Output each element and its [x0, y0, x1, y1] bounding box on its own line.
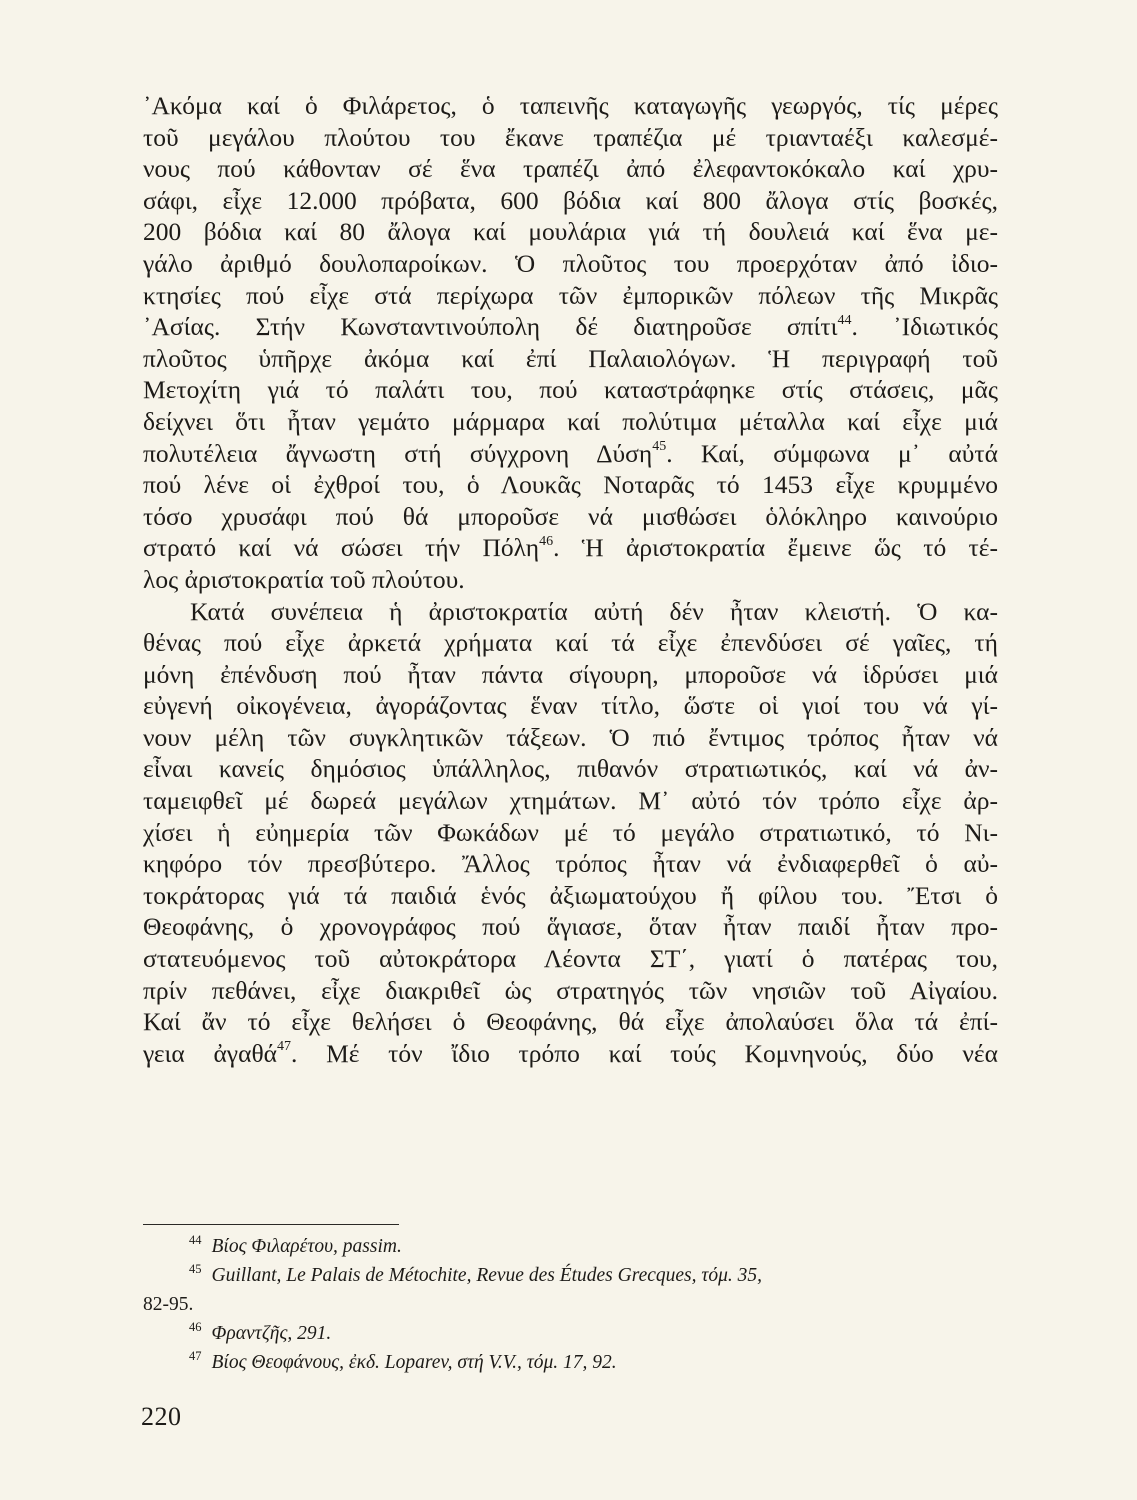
page-number: 220 [141, 1402, 182, 1431]
text-line [143, 753, 998, 785]
line-text: πρίν πεθάνει, εἶχε διακριθεῖ ὡς στρατηγός τῶν νησιῶν τοῦ Αἰγαίου. [143, 975, 998, 1005]
line-text-after: . Μέ τόν ἴδιο τρόπο καί τούς Κομνηνούς, δύο νέα [291, 1038, 998, 1068]
line-text: στρατό καί νά σώσει τήν Πόλη [143, 533, 540, 563]
text-line [143, 880, 998, 912]
text-line [143, 532, 998, 564]
text-line [143, 438, 998, 470]
footnote-continuation: 82-95. [143, 1294, 194, 1315]
footnote-text: Βίος Θεοφάνους, ἐκδ. Loparev, στή V.V., τόμ. 17, 92. [211, 1352, 617, 1373]
text-line [143, 216, 998, 248]
text-line [143, 659, 998, 691]
text-line [143, 722, 998, 754]
footnote-reference: 47 [277, 1039, 292, 1055]
footnote-text: Βίος Φιλαρέτου, passim. [211, 1236, 402, 1257]
footnote-text: Φραντζῆς, 291. [211, 1323, 332, 1344]
line-text: 200 βόδια καί 80 ἄλογα καί μουλάρια γιά τή δουλειά καί ἕνα με- [143, 217, 998, 247]
text-line [143, 501, 998, 533]
line-text: λος ἀριστοκρατία τοῦ πλούτου. [143, 564, 465, 594]
text-line [143, 248, 998, 280]
text-line [143, 406, 998, 438]
text-line [143, 1006, 998, 1038]
text-line [143, 90, 998, 122]
line-text: ᾿Ακόμα καί ὁ Φιλάρετος, ὁ ταπεινῆς καταγωγῆς γεωργός, τίς μέρες [143, 91, 998, 120]
line-text: κτησίες πού εἶχε στά περίχωρα τῶν ἐμπορικῶν πόλεων τῆς Μικρᾶς [143, 280, 998, 310]
text-line [143, 596, 998, 628]
text-line [143, 185, 998, 217]
line-text-after: . ᾿Ιδιωτικός [851, 312, 999, 342]
line-text: τοῦ μεγάλου πλούτου του ἔκανε τραπέζια μέ τριανταέξι καλεσμέ- [143, 122, 998, 152]
line-text: νουν μέλη τῶν συγκλητικῶν τάξεων. Ὁ πιό ἔντιμος τρόπος ἦταν νά [143, 722, 998, 752]
line-text: μόνη ἐπένδυση πού ἦταν πάντα σίγουρη, μποροῦσε νά ἱδρύσει μιά [143, 659, 998, 689]
text-line [143, 343, 998, 375]
text-line [143, 1038, 998, 1070]
line-text: χίσει ἡ εὐημερία τῶν Φωκάδων μέ τό μεγάλο στρατιωτικό, τό Νι- [143, 817, 998, 847]
text-line [143, 943, 998, 975]
line-text: γάλο ἀριθμό δουλοπαροίκων. Ὁ πλοῦτος του προερχόταν ἀπό ἰδιο- [143, 248, 998, 278]
text-line [143, 153, 998, 185]
footnote-number: 45 [189, 1262, 202, 1276]
text-line [143, 311, 998, 343]
line-text-after: . Καί, σύμφωνα μ᾿ αὐτά [666, 438, 998, 468]
text-line [143, 817, 998, 849]
footnote-reference: 46 [539, 533, 554, 549]
footnote-number: 46 [189, 1320, 202, 1334]
footnote-number: 44 [189, 1233, 202, 1247]
line-text: στατευόμενος τοῦ αὐτοκράτορα Λέοντα ΣΤ΄, γιατί ὁ πατέρας του, [143, 944, 998, 974]
line-text: σάφι, εἶχε 12.000 πρόβατα, 600 βόδια καί 800 ἄλογα στίς βοσκές, [143, 185, 998, 215]
line-text: ταμειφθεῖ μέ δωρεά μεγάλων χτημάτων. Μ᾿ αὐτό τόν τρόπο εἶχε ἀρ- [143, 786, 998, 816]
footnote [143, 1319, 998, 1348]
line-text: κηφόρο τόν πρεσβύτερο. Ἄλλος τρόπος ἦταν νά ἐνδιαφερθεῖ ὁ αὐ- [143, 849, 998, 879]
line-text: ᾿Ασίας. Στήν Κωνσταντινούπολη δέ διατηροῦσε σπίτι [143, 312, 838, 342]
line-text: Κατά συνέπεια ἡ ἀριστοκρατία αὐτή δέν ἦταν κλειστή. Ὁ κα- [190, 596, 998, 626]
line-text: Μετοχίτη γιά τό παλάτι του, πού καταστράφηκε στίς στάσεις, μᾶς [143, 375, 998, 405]
line-text-after: . Ἡ ἀριστοκρατία ἔμεινε ὥς τό τέ- [553, 533, 998, 563]
line-text: θένας πού εἶχε ἀρκετά χρήματα καί τά εἶχε ἐπενδύσει σέ γαῖες, τή [143, 628, 998, 658]
text-line [143, 975, 998, 1007]
footnote-text: Guillant, Le Palais de Métochite, Revue des Études Grecques, τόμ. 35, [211, 1265, 763, 1286]
text-line [143, 627, 998, 659]
footnote-separator [143, 1224, 399, 1225]
footnote-reference: 45 [652, 439, 667, 455]
footnote-reference: 44 [837, 312, 852, 328]
line-text: τόσο χρυσάφι πού θά μποροῦσε νά μισθώσει ὁλόκληρο καινούριο [143, 501, 998, 531]
text-line [143, 469, 998, 501]
text-line [143, 122, 998, 154]
text-line [143, 280, 998, 312]
text-line [143, 564, 998, 596]
line-text: εἶναι κανείς δημόσιος ὑπάλληλος, πιθανόν στρατιωτικός, καί νά ἀν- [143, 754, 998, 784]
line-text: τοκράτορας γιά τά παιδιά ἑνός ἀξιωματούχου ἤ φίλου του. Ἔτσι ὁ [143, 880, 998, 910]
footnote-number: 47 [189, 1349, 202, 1363]
line-text: πλοῦτος ὑπῆρχε ἀκόμα καί ἐπί Παλαιολόγων. Ἡ περιγραφή τοῦ [143, 343, 998, 373]
body-text [143, 90, 998, 1069]
footnotes [143, 1232, 998, 1377]
text-line [143, 785, 998, 817]
line-text: Καί ἄν τό εἶχε θελήσει ὁ Θεοφάνης, θά εἶχε ἀπολαύσει ὅλα τά ἐπί- [143, 1007, 998, 1037]
line-text: γεια ἀγαθά [143, 1038, 278, 1068]
text-line [143, 690, 998, 722]
footnote [143, 1348, 998, 1377]
line-text: πού λένε οἱ ἐχθροί του, ὁ Λουκᾶς Νοταρᾶς τό 1453 εἶχε κρυμμένο [143, 470, 998, 500]
text-line [143, 848, 998, 880]
line-text: Θεοφάνης, ὁ χρονογράφος πού ἅγιασε, ὅταν ἦταν παιδί ἦταν προ- [143, 912, 998, 942]
line-text: νους πού κάθονταν σέ ἕνα τραπέζι ἀπό ἐλεφαντοκόκαλο καί χρυ- [143, 154, 998, 184]
footnote [143, 1261, 998, 1290]
text-line [143, 374, 998, 406]
line-text: πολυτέλεια ἄγνωστη στή σύγχρονη Δύση [143, 438, 653, 468]
line-text: εὐγενή οἰκογένεια, ἀγοράζοντας ἕναν τίτλο, ὥστε οἱ γιοί του νά γί- [143, 691, 998, 721]
line-text: δείχνει ὅτι ἦταν γεμάτο μάρμαρα καί πολύτιμα μέταλλα καί εἶχε μιά [143, 406, 998, 436]
text-line [143, 911, 998, 943]
footnote [143, 1232, 998, 1261]
